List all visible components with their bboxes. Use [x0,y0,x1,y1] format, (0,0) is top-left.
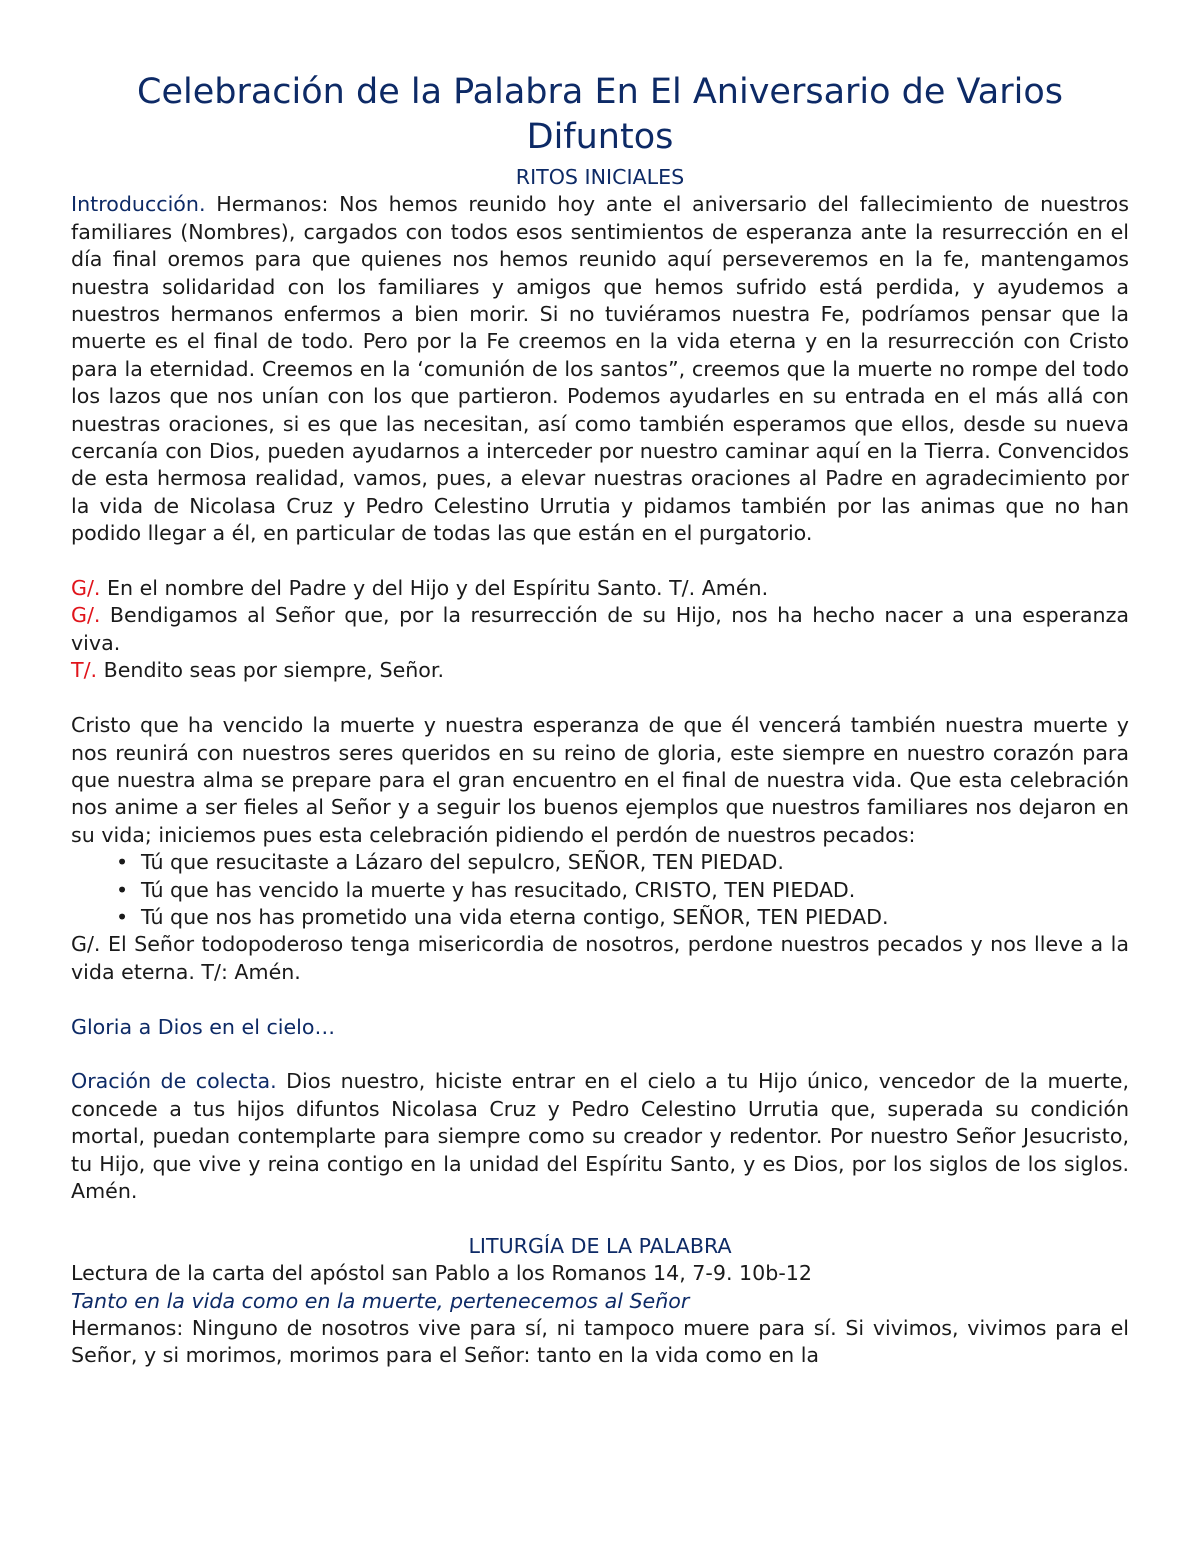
kyrie-item [71,904,1129,931]
greeting-text: Bendigamos al Señor que, por la resurrección de su Hijo, nos ha hecho nacer a una esperanza viva. [71,603,1129,655]
collect-paragraph [71,1068,1129,1205]
ritos-iniciales-heading: RITOS INICIALES [515,165,685,189]
bullet-icon: • [116,850,129,875]
reading-subtitle: Tanto en la vida como en la muerte, pertenecemos al Señor [71,1288,690,1313]
reading-title: Lectura de la carta del apóstol san Pablo a los Romanos 14, 7-9. 10b-12 [71,1261,812,1286]
penitential-intro-paragraph: Cristo que ha vencido la muerte y nuestra esperanza de que él vencerá también nuestra muerte y nos reunirá con nuestros seres queridos en su reino de gloria, este siempre en nuestro corazón para que nuestra alma se prepare para el gran encuentro en el final de nuestra vida. Que esta celebración nos anime a ser fieles al Señor y a seguir los buenos ejemplos que nuestros familiares nos dejaron en su vida; iniciemos pues esta celebración pidiendo el perdón de nuestros pecados: [71,713,1129,847]
greeting-label: G/. [71,576,101,601]
kyrie-item [71,849,1129,876]
document-title: Celebración de la Palabra En El Aniversario de Varios Difuntos [137,72,1063,157]
kyrie-item-text: Tú que has vencido la muerte y has resucitado, CRISTO, TEN PIEDAD. [141,877,856,902]
collect-text: Dios nuestro, hiciste entrar en el cielo a tu Hijo único, vencedor de la muerte, concede a tus hijos difuntos Nicolasa Cruz y Pedro Celestino Urrutia que, superada su condición mortal, puedan contemplarte para siempre como su creador y redentor. Por nuestro Señor Jesucristo, tu Hijo, que vive y reina contigo en la unidad del Espíritu Santo, y es Dios, por los siglos de los siglos. Amén. [71,1069,1129,1203]
response-label: T/. [71,658,98,683]
response-text: Bendito seas por siempre, Señor. [97,658,445,683]
gloria-line: Gloria a Dios en el cielo… [71,1014,336,1039]
kyrie-item-text: Tú que resucitaste a Lázaro del sepulcro, SEÑOR, TEN PIEDAD. [141,850,784,875]
collect-label: Oración de colecta. [71,1069,277,1094]
kyrie-item-text: Tú que nos has prometido una vida eterna contigo, SEÑOR, TEN PIEDAD. [141,904,889,929]
greeting-line [71,575,1129,602]
spacer [71,986,1129,1013]
introduccion-paragraph [71,191,1129,547]
greeting-text: En el nombre del Padre y del Hijo y del Espíritu Santo. T/. Amén. [100,576,769,601]
response-line [71,657,1129,684]
spacer [71,1205,1129,1232]
document-body [71,164,1129,1370]
spacer [71,1041,1129,1068]
bullet-icon: • [116,877,129,902]
kyrie-list [71,849,1129,931]
spacer [71,685,1129,712]
absolution-paragraph: G/. El Señor todopoderoso tenga misericordia de nosotros, perdone nuestros pecados y nos lleve a la vida eterna. T/: Amén. [71,932,1129,984]
bullet-icon: • [116,904,129,929]
greeting-line [71,602,1129,657]
introduccion-text: Hermanos: Nos hemos reunido hoy ante el aniversario del fallecimiento de nuestros familiares (Nombres), cargados con todos esos sentimientos de esperanza ante la resurrección en el día final oremos para que quienes nos hemos reunido aquí perseveremos en la fe, mantengamos nuestra solidaridad con los familiares y amigos que hemos sufrido está perdida, y ayudemos a nuestros hermanos enfermos a bien morir. Si no tuviéramos nuestra Fe, podríamos pensar que la muerte es el final de todo. Pero por la Fe creemos en la vida eterna y en la resurrección con Cristo para la eternidad. Creemos en la ‘comunión de los santos”, creemos que la muerte no rompe del todo los lazos que nos unían con los que partieron. Podemos ayudarles en su entrada en el más allá con nuestras oraciones, si es que las necesitan, así como también esperamos que ellos, desde su nueva cercanía con Dios, pueden ayudarnos a interceder por nuestro caminar aquí en la Tierra. Convencidos de esta hermosa realidad, vamos, pues, a elevar nuestras oraciones al Padre en agradecimiento por la vida de Nicolasa Cruz y Pedro Celestino Urrutia y pidamos también por las animas que no han podido llegar a él, en particular de todas las que están en el purgatorio. [71,192,1129,546]
greeting-label: G/. [71,603,101,628]
introduccion-label: Introducción. [71,192,206,217]
spacer [71,548,1129,575]
liturgia-heading: LITURGÍA DE LA PALABRA [468,1233,732,1258]
kyrie-item [71,877,1129,904]
reading-text: Hermanos: Ninguno de nosotros vive para sí, ni tampoco muere para sí. Si vivimos, vivimos para el Señor, y si morimos, morimos para el Señor: tanto en la vida como en la [71,1315,1129,1368]
